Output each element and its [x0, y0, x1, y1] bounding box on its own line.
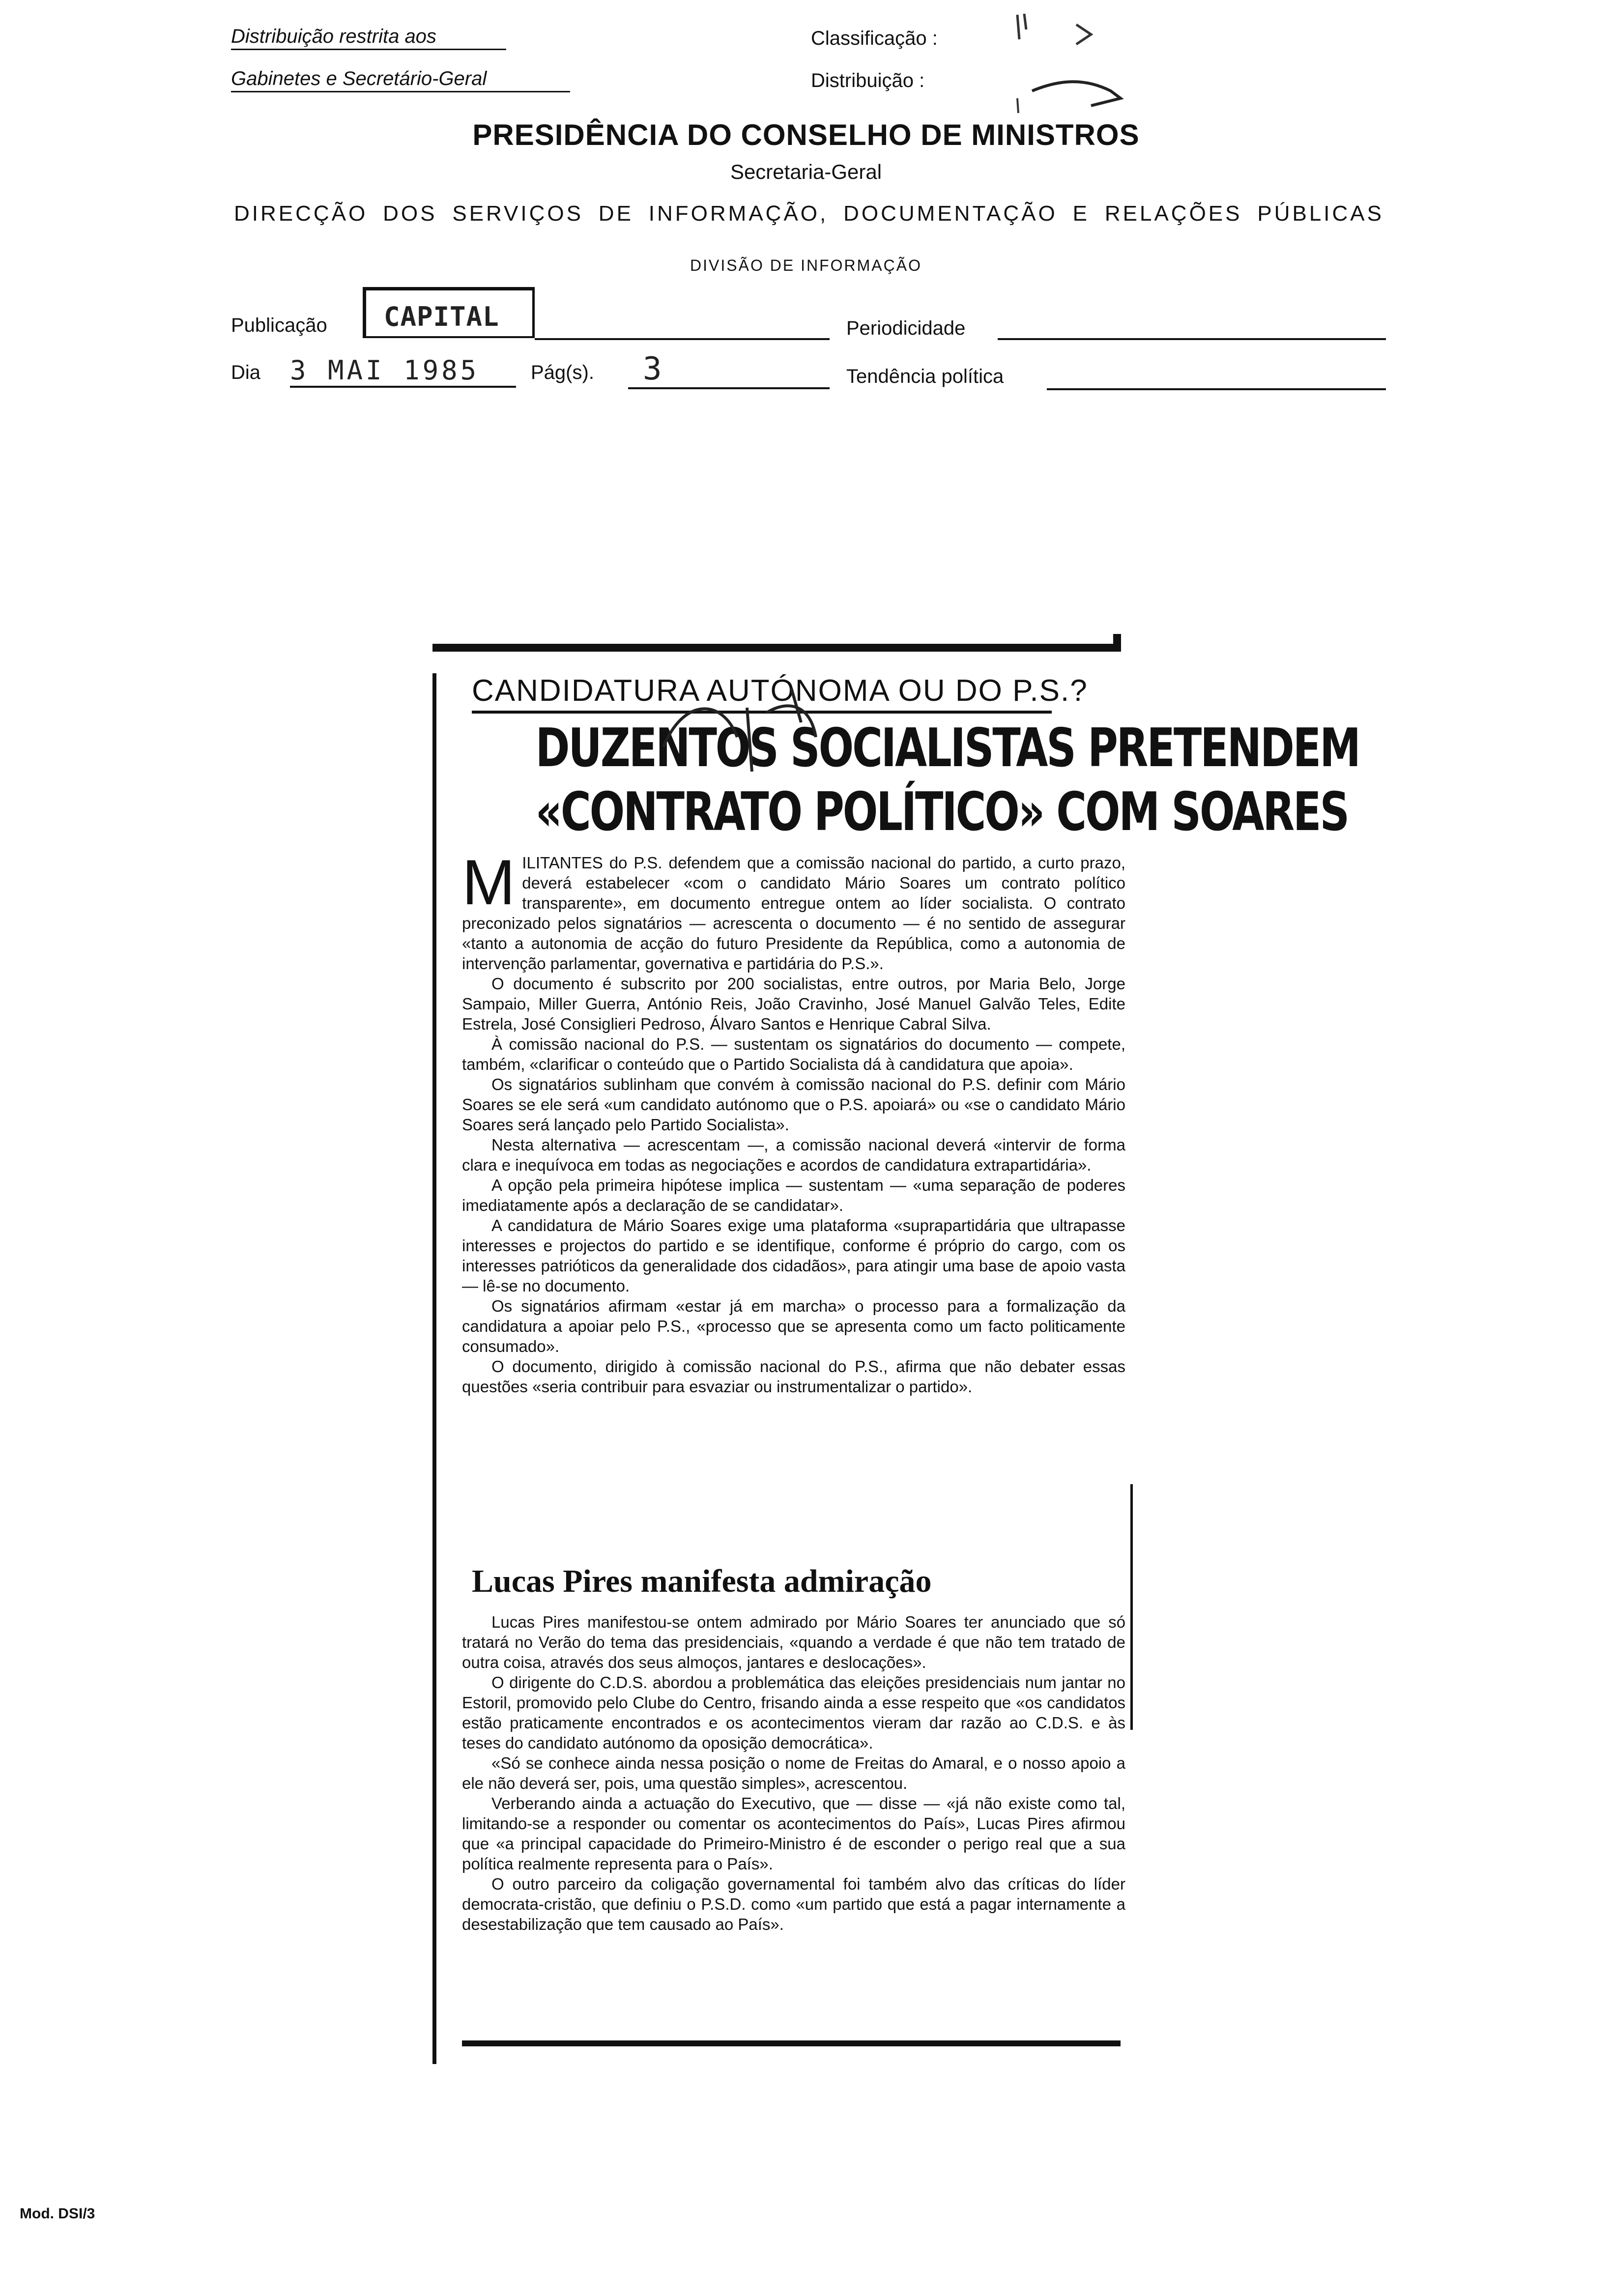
tendencia-label: Tendência política	[846, 366, 1004, 387]
article-paragraph: «Só se conhece ainda nessa posição o nome de Freitas do Amaral, e o nosso apoio a ele não deverá ser, pois, uma questão simples», acrescentou.	[462, 1754, 1125, 1792]
classificacao-label: Classificação :	[811, 28, 938, 49]
article-paragraph: MILITANTES do P.S. defendem que a comissão nacional do partido, a curto prazo, deverá estabelecer «com o candidato Mário Soares um contrato político transparente», em documento entregue ontem ao líder socialista. O contrato preconizado pelos signatários — acrescenta o documento — é no sentido de assegurar «tanto a autonomia de acção do futuro Presidente da República, como a autonomia de intervenção parlamentar, governativa e partidária do P.S.».	[462, 846, 1125, 973]
distribution-line-1: Distribuição restrita aos	[231, 26, 506, 50]
article-paragraph: A candidatura de Mário Soares exige uma plataforma «suprapartidária que ultrapasse interesses e projectos do partido e se identifique, conforme é próprio do cargo, com os interesses patrióticos da generalidade dos cidadãos», para atingir uma base de apoio vasta — lê-se no documento.	[462, 1216, 1125, 1295]
article-paragraph: Os signatários afirmam «estar já em marcha» o processo para a formalização da candidatura a apoiar pelo P.S., «processo que se apresenta como um facto politicamente consumado».	[462, 1297, 1125, 1355]
publicacao-box	[363, 287, 535, 338]
org-title: PRESIDÊNCIA DO CONSELHO DE MINISTROS	[472, 118, 1140, 151]
periodicidade-label: Periodicidade	[846, 317, 966, 339]
dropcap: M	[462, 846, 516, 918]
article-subhead: Lucas Pires manifesta admiração	[472, 1563, 932, 1599]
article-paragraph: Nesta alternativa — acrescentam —, a comissão nacional deverá «intervir de forma clara e inequívoca em todas as negociações e acordos de candidatura extrapartidária».	[462, 1136, 1125, 1174]
clipping-right-rule	[1130, 1484, 1133, 1730]
clipping-top-rule-end	[1113, 634, 1121, 652]
dia-value: 3 MAI 1985	[290, 355, 516, 388]
article-kicker: CANDIDATURA AUTÓNOMA OU DO P.S.?	[472, 674, 1088, 708]
periodicidade-underline	[998, 338, 1386, 340]
tendencia-underline	[1047, 388, 1386, 390]
handwritten-marks	[1003, 5, 1150, 118]
article-paragraph: Os signatários sublinham que convém à comissão nacional do P.S. definir com Mário Soares se ele será «um candidato autónomo que o P.S. apoiará» ou «se o candidato Mário Soares será lançado pelo Partido Socialista».	[462, 1075, 1125, 1134]
article-paragraph: O documento é subscrito por 200 socialistas, entre outros, por Maria Belo, Jorge Sampaio, Miller Guerra, António Reis, João Cravinho, José Manuel Galvão Teles, Edite Estrela, José Consiglieri Pedroso, Álvaro Santos e Henrique Cabral Silva.	[462, 975, 1125, 1033]
org-subtitle: Secretaria-Geral	[730, 160, 882, 183]
publicacao-value: CAPITAL	[384, 301, 499, 332]
article-paragraph: O outro parceiro da coligação governamental foi também alvo das críticas do líder democrata-cristão, que definiu o P.S.D. como «um partido que está a pagar internamente a desestabilização que tem causado ao País».	[462, 1875, 1125, 1933]
direction-line: DIRECÇÃO DOS SERVIÇOS DE INFORMAÇÃO, DOCUMENTAÇÃO E RELAÇÕES PÚBLICAS	[234, 201, 1384, 226]
article-paragraph: À comissão nacional do P.S. — sustentam os signatários do documento — compete, também, «clarificar o conteúdo que o Partido Socialista dá à candidatura que apoia».	[462, 1035, 1125, 1073]
handwritten-overlay	[654, 678, 860, 786]
article-paragraph: O documento, dirigido à comissão nacional do P.S., afirma que não debater essas questões «seria contribuir para esvaziar ou instrumentalizar o partido».	[462, 1357, 1125, 1396]
clipping-left-rule	[432, 673, 436, 2064]
headline-line-2: «CONTRATO POLÍTICO» COM SOARES	[535, 781, 1348, 843]
newspaper-clipping	[432, 634, 1359, 2049]
article-body-secondary	[462, 1612, 1125, 1934]
dia-label: Dia	[231, 362, 261, 383]
article-body-main	[462, 846, 1125, 1397]
headline-line-1: DUZENTOS SOCIALISTAS PRETENDEM	[535, 718, 1359, 779]
article-paragraph: A opção pela primeira hipótese implica — sustentam — «uma separação de poderes imediatamente após a declaração de se candidatar».	[462, 1176, 1125, 1214]
division-line: DIVISÃO DE INFORMAÇÃO	[690, 257, 922, 274]
publicacao-underline	[535, 338, 830, 340]
article-paragraph: O dirigente do C.D.S. abordou a problemática das eleições presidenciais num jantar no Estoril, promovido pelo Clube do Centro, frisando ainda a esse respeito que «os candidatos estão praticamente encontrados e os acontecimentos vieram dar razão ao C.D.S. e às teses do candidato autónomo da oposição democrática».	[462, 1673, 1125, 1752]
model-code: Mod. DSI/3	[20, 2206, 95, 2222]
clipping-top-rule	[432, 644, 1121, 652]
pags-value: 3	[628, 351, 830, 389]
publicacao-label: Publicação	[231, 315, 327, 336]
article-paragraph: Verberando ainda a actuação do Executivo, que — disse — «já não existe como tal, limitando-se a responder ou comentar os acontecimentos do País», Lucas Pires afirmou que «a principal capacidade do Primeiro-Ministro é de esconder o perigo real que a sua política realmente representa para o País».	[462, 1794, 1125, 1873]
article-paragraph: Lucas Pires manifestou-se ontem admirado por Mário Soares ter anunciado que só tratará no Verão do tema das presidenciais, «quando a verdade é que não tem tratado de outra coisa, através dos seus almoços, jantares e deslocações».	[462, 1613, 1125, 1671]
distribuicao-label: Distribuição :	[811, 70, 925, 91]
clipping-bottom-rule	[462, 2040, 1121, 2046]
pags-label: Pág(s).	[531, 362, 594, 383]
distribution-line-2: Gabinetes e Secretário-Geral	[231, 68, 570, 92]
